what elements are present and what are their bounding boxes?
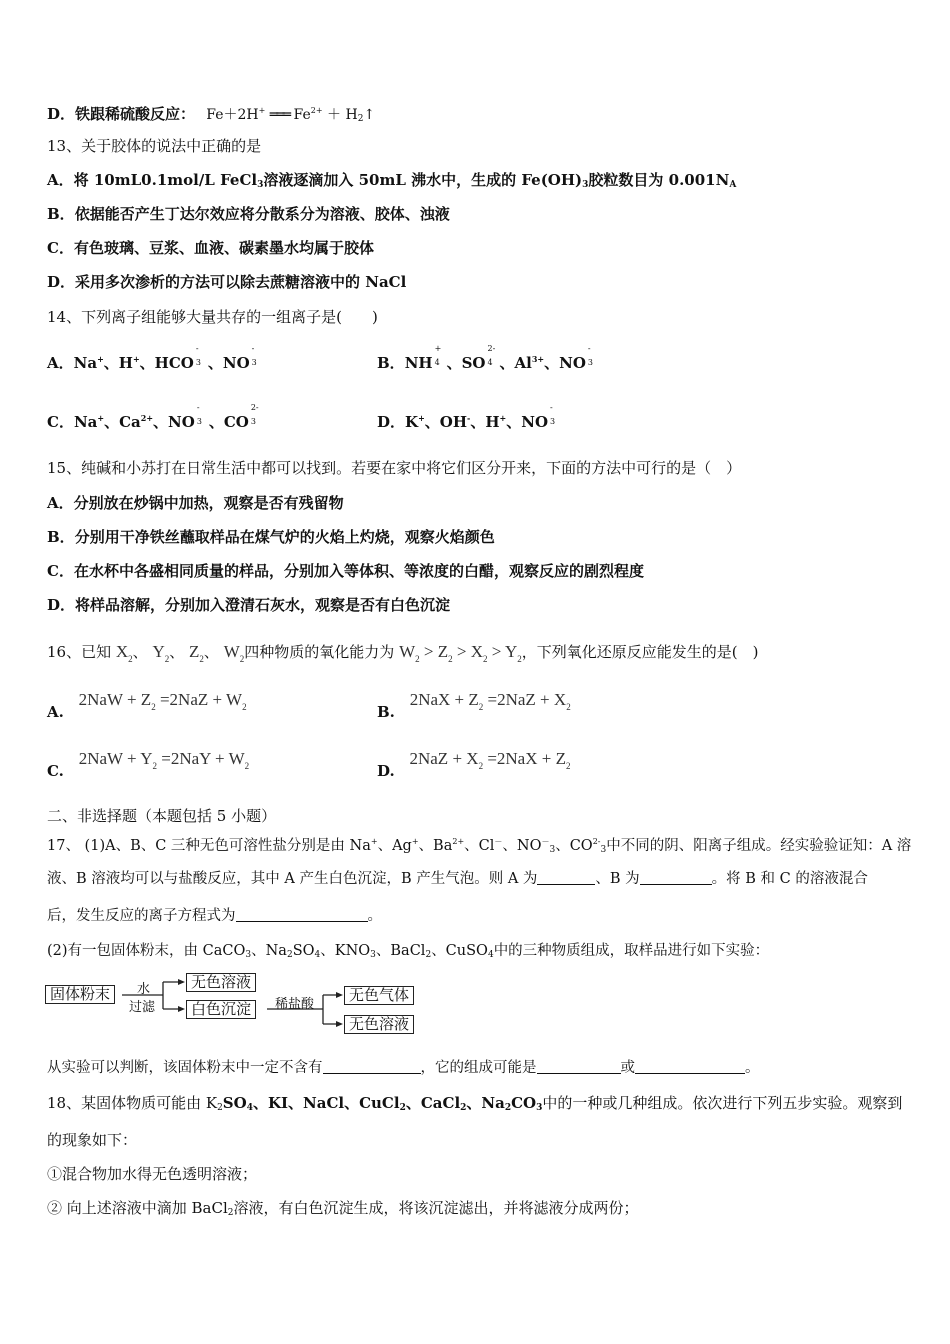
q15-option-a: A．分别放在炒锅中加热，观察是否有残留物 [47, 494, 344, 512]
q13-option-a: A．将 10mL0.1mol/L FeCl$_3$溶液逐滴加入 50mL 沸水中，生成的 $Fe(OH)_3$胶粒数目为 $0.001N_A$ [47, 171, 737, 190]
q16-option-a: A. $2NaW + Z_2 =2NaZ + W_2$ [47, 690, 247, 721]
flow-box-solid-powder: 固体粉末 [45, 985, 115, 1004]
flow-box-colorless-solution-2: 无色溶液 [344, 1015, 414, 1034]
q14-option-b: B．NH + 4 、SO 2- 4 、$Al^{3+}$、NO - 3 [377, 344, 593, 372]
q13-option-b: B．依据能否产生丁达尔效应将分散系分为溶液、胶体、浊液 [47, 205, 450, 223]
q12-option-d: D．铁跟稀硫酸反应： Fe＋2H+ ═══ $Fe^{2+}$ ＋ $H_2↑$ [47, 105, 376, 124]
q18-step-2: ② 向上述溶液中滴加 BaCl$_2$溶液，有白色沉淀生成，将该沉淀滤出，并将滤液分成两份； [47, 1199, 639, 1218]
answer-blank-a[interactable] [537, 870, 595, 885]
q13-option-c: C．有色玻璃、豆浆、血液、碳素墨水均属于胶体 [47, 239, 374, 257]
q14-option-a: A．Na+、H+、HCO - 3 、NO - 3 [47, 344, 257, 372]
flow-label-dilute-hcl: 稀盐酸 [275, 997, 315, 1012]
q17-line-2: 液、B 溶液均可以与盐酸反应，其中 A 产生白色沉淀，B 产生气泡。则 A 为 、B 为 。将 B 和 C 的溶液混合 [47, 871, 868, 887]
q16-stem: 16、已知 $X_2$、 $Y_2$、 $Z_2$、 $W_2$四种物质的氧化能力为 $W_2 > Z_2 > X_2 > Y_2$，下列氧化还原反应能发生的是( ) [47, 642, 759, 664]
q13-stem: 13、关于胶体的说法中正确的是 [47, 137, 262, 155]
answer-blank-composition-1[interactable] [537, 1059, 621, 1074]
q16-option-c: C. $2NaW + Y_2 =2NaY + W_2$ [47, 749, 250, 780]
flow-box-colorless-gas: 无色气体 [344, 986, 414, 1005]
experiment-flow-diagram [45, 975, 445, 1040]
flow-label-filter: 过滤 [129, 1000, 156, 1015]
q15-option-d: D．将样品溶解，分别加入澄清石灰水，观察是否有白色沉淀 [47, 596, 451, 614]
q17-line-1: 17、 (1)A、B、C 三种无色可溶性盐分别是由 Na+、Ag+、$Ba^{2+}$、Cl－、$NO^-_3$、$CO^{2-}_3$中不同的阴、阳离子组成。经实验验证知：A 溶 [47, 837, 912, 855]
q15-option-c: C．在水杯中各盛相同质量的样品，分别加入等体积、等浓度的白醋，观察反应的剧烈程度 [47, 562, 644, 580]
flow-box-white-precipitate: 白色沉淀 [186, 1000, 256, 1019]
section-title: 二、非选择题（本题包括 5 小题） [47, 807, 277, 825]
answer-blank-composition-2[interactable] [635, 1059, 745, 1074]
q14-option-c: C．Na+、$Ca^{2+}$、NO - 3 、CO 2- 3 [47, 403, 259, 431]
flow-label-water: 水 [137, 982, 151, 997]
q14-stem: 14、下列离子组能够大量共存的一组离子是( ) [47, 308, 378, 326]
q17-part2: (2)有一包固体粉末，由 CaCO$_3$、$Na_2SO_4$、$KNO_3$、BaCl$_2$、CuSO$_4$中的三种物质组成，取样品进行如下实验： [47, 943, 770, 960]
q15-option-b: B．分别用干净铁丝蘸取样品在煤气炉的火焰上灼烧，观察火焰颜色 [47, 528, 495, 546]
q15-stem: 15、纯碱和小苏打在日常生活中都可以找到。若要在家中将它们区分开来，下面的方法中可行的是（ ） [47, 459, 742, 477]
answer-blank-b[interactable] [640, 870, 712, 885]
answer-blank-ionic-eq[interactable] [236, 907, 368, 922]
q16-option-b: B. $2NaX + Z_2 =2NaZ + X_2$ [377, 690, 571, 721]
answer-blank-not-contain[interactable] [323, 1059, 421, 1074]
q12-equation: Fe＋2H+ ═══ $Fe^{2+}$ ＋ $H_2↑$ [206, 106, 376, 124]
q17-line-3: 后，发生反应的离子方程式为 。 [47, 908, 382, 924]
q18-step-1: ①混合物加水得无色透明溶液； [47, 1165, 258, 1183]
q18-line-2: 的现象如下： [47, 1131, 138, 1149]
q17-conclusion: 从实验可以判断，该固体粉末中一定不含有 ，它的组成可能是 或 。 [47, 1060, 760, 1076]
q13-option-d: D．采用多次渗析的方法可以除去蔗糖溶液中的 NaCl [47, 273, 407, 291]
q14-option-d: D．K+、OH-、H+、NO - 3 [377, 403, 556, 431]
q18-line-1: 18、某固体物质可能由 $K_2SO_4$、KI、NaCl、CuCl$_2$、CaCl$_2$、$Na_2CO_3$中的一种或几种组成。依次进行下列五步实验。观察到 [47, 1094, 903, 1113]
flow-box-colorless-solution-1: 无色溶液 [186, 973, 256, 992]
q16-option-d: D. $2NaZ + X_2 =2NaX + Z_2$ [377, 749, 571, 780]
